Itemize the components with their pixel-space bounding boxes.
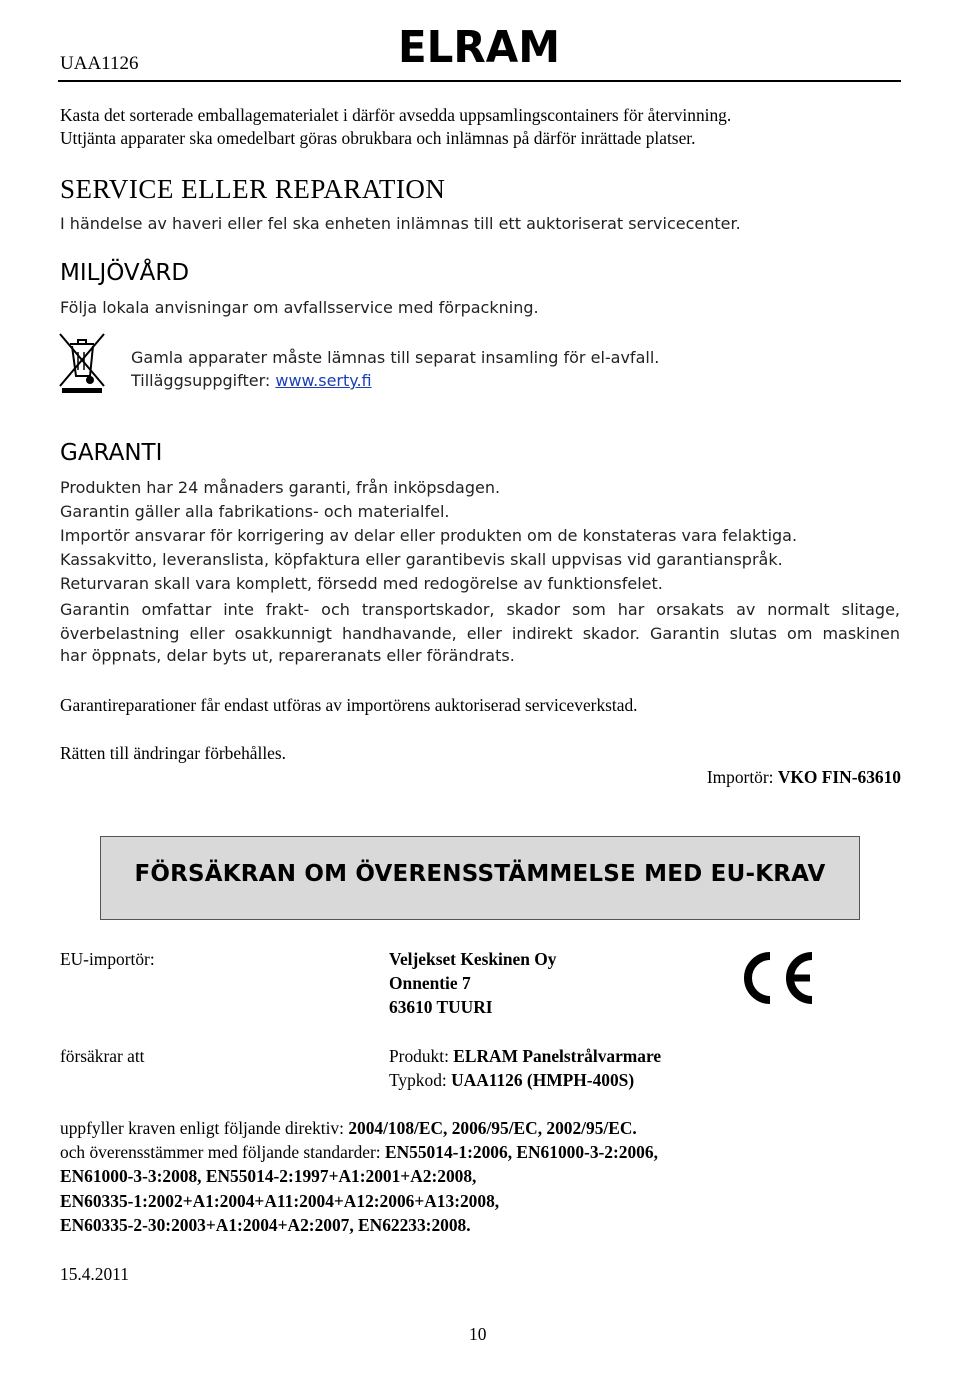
service-heading: SERVICE ELLER REPARATION (60, 174, 446, 204)
serty-link[interactable]: www.serty.fi (275, 371, 372, 390)
directives-label: uppfyller kraven enligt följande direktiv: (60, 1118, 349, 1138)
standards-line-4: EN60335-2-30:2003+A1:2004+A2:2007, EN62233:2008. (60, 1215, 471, 1235)
extra-info-line (131, 371, 372, 390)
warranty-line-4: Kassakvitto, leveranslista, köpfaktura eller garantibevis skall uppvisas vid garantianspråk. (60, 550, 783, 569)
standards-line-2: EN61000-3-3:2008, EN55014-2:1997+A1:2001+A2:2008, (60, 1166, 477, 1186)
environment-heading: MILJÖVÅRD (60, 260, 190, 286)
page-number: 10 (469, 1324, 487, 1344)
standards-label: och överensstämmer med följande standarder: (60, 1142, 385, 1162)
directives-value: 2004/108/EC, 2006/95/EC, 2002/95/EC. (348, 1118, 637, 1138)
type-value: UAA1126 (HMPH-400S) (451, 1070, 635, 1090)
service-text: I händelse av haveri eller fel ska enheten inlämnas till ett auktoriserat servicecenter. (60, 214, 741, 233)
warranty-exclusions-line-3: har öppnats, delar byts ut, repareranats eller förändrats. (60, 646, 515, 665)
ce-mark-icon (734, 948, 818, 1013)
warranty-exclusions-line-1: Garantin omfattar inte frakt- och transportskador, skador som har orsakats av normalt slitage, (60, 600, 900, 619)
warranty-exclusions-line-2: överbelastning eller osakkunnigt handhavande, eller indirekt skador. Garantin slutas om maskinen (60, 624, 900, 643)
warranty-line-5: Returvaran skall vara komplett, försedd med redogörelse av funktionsfelet. (60, 574, 663, 593)
intro-line-2: Uttjänta apparater ska omedelbart göras obrukbara och inlämnas på därför inrättade platser. (60, 128, 696, 148)
company-name: Veljekset Keskinen Oy (389, 949, 557, 969)
directives-line (60, 1116, 637, 1141)
warranty-line-3: Importör ansvarar för korrigering av delar eller produkten om de konstateras vara felaktiga. (60, 526, 798, 545)
importer-value: VKO FIN-63610 (777, 767, 901, 787)
company-city: 63610 TUURI (389, 997, 493, 1017)
warranty-heading: GARANTI (60, 440, 163, 466)
extra-info-label: Tilläggsuppgifter: (131, 371, 276, 390)
brand-text: ELRAM (398, 24, 560, 66)
environment-text: Följa lokala anvisningar om avfallsservice med förpackning. (60, 298, 539, 317)
weee-text: Gamla apparater måste lämnas till separat insamling för el-avfall. (131, 348, 660, 367)
product-label: Produkt: (389, 1046, 454, 1066)
crossed-out-wheelie-bin-icon (58, 330, 106, 399)
type-label: Typkod: (389, 1070, 452, 1090)
intro-line-1: Kasta det sorterade emballagematerialet i därför avsedda uppsamlingscontainers för återvinning. (60, 105, 732, 125)
standards-value-1: EN55014-1:2006, EN61000-3-2:2006, (385, 1142, 658, 1162)
warranty-repairs: Garantireparationer får endast utföras av importörens auktoriserad serviceverkstad. (60, 695, 638, 715)
declares-label: försäkrar att (60, 1046, 145, 1066)
type-line (389, 1069, 634, 1092)
elram-logo (398, 24, 562, 71)
warranty-line-2: Garantin gäller alla fabrikations- och materialfel. (60, 502, 450, 521)
importer-label: Importör: (706, 767, 778, 787)
importer-line (707, 766, 901, 789)
declaration-date: 15.4.2011 (60, 1264, 129, 1284)
header-divider (58, 80, 901, 82)
product-line (389, 1045, 661, 1068)
warranty-line-1: Produkten har 24 månaders garanti, från inköpsdagen. (60, 478, 501, 497)
standards-line-1 (60, 1140, 658, 1165)
standards-line-3: EN60335-1:2002+A1:2004+A11:2004+A12:2006+A13:2008, (60, 1191, 500, 1211)
product-value: ELRAM Panelstrålvarmare (453, 1046, 662, 1066)
rights-reserved: Rätten till ändringar förbehålles. (60, 743, 287, 763)
declaration-banner (100, 836, 860, 920)
company-street: Onnentie 7 (389, 973, 471, 993)
eu-importer-label: EU-importör: (60, 949, 155, 969)
declaration-title: FÖRSÄKRAN OM ÖVERENSSTÄMMELSE MED EU-KRAV (134, 861, 826, 887)
model-code: UAA1126 (60, 53, 139, 74)
